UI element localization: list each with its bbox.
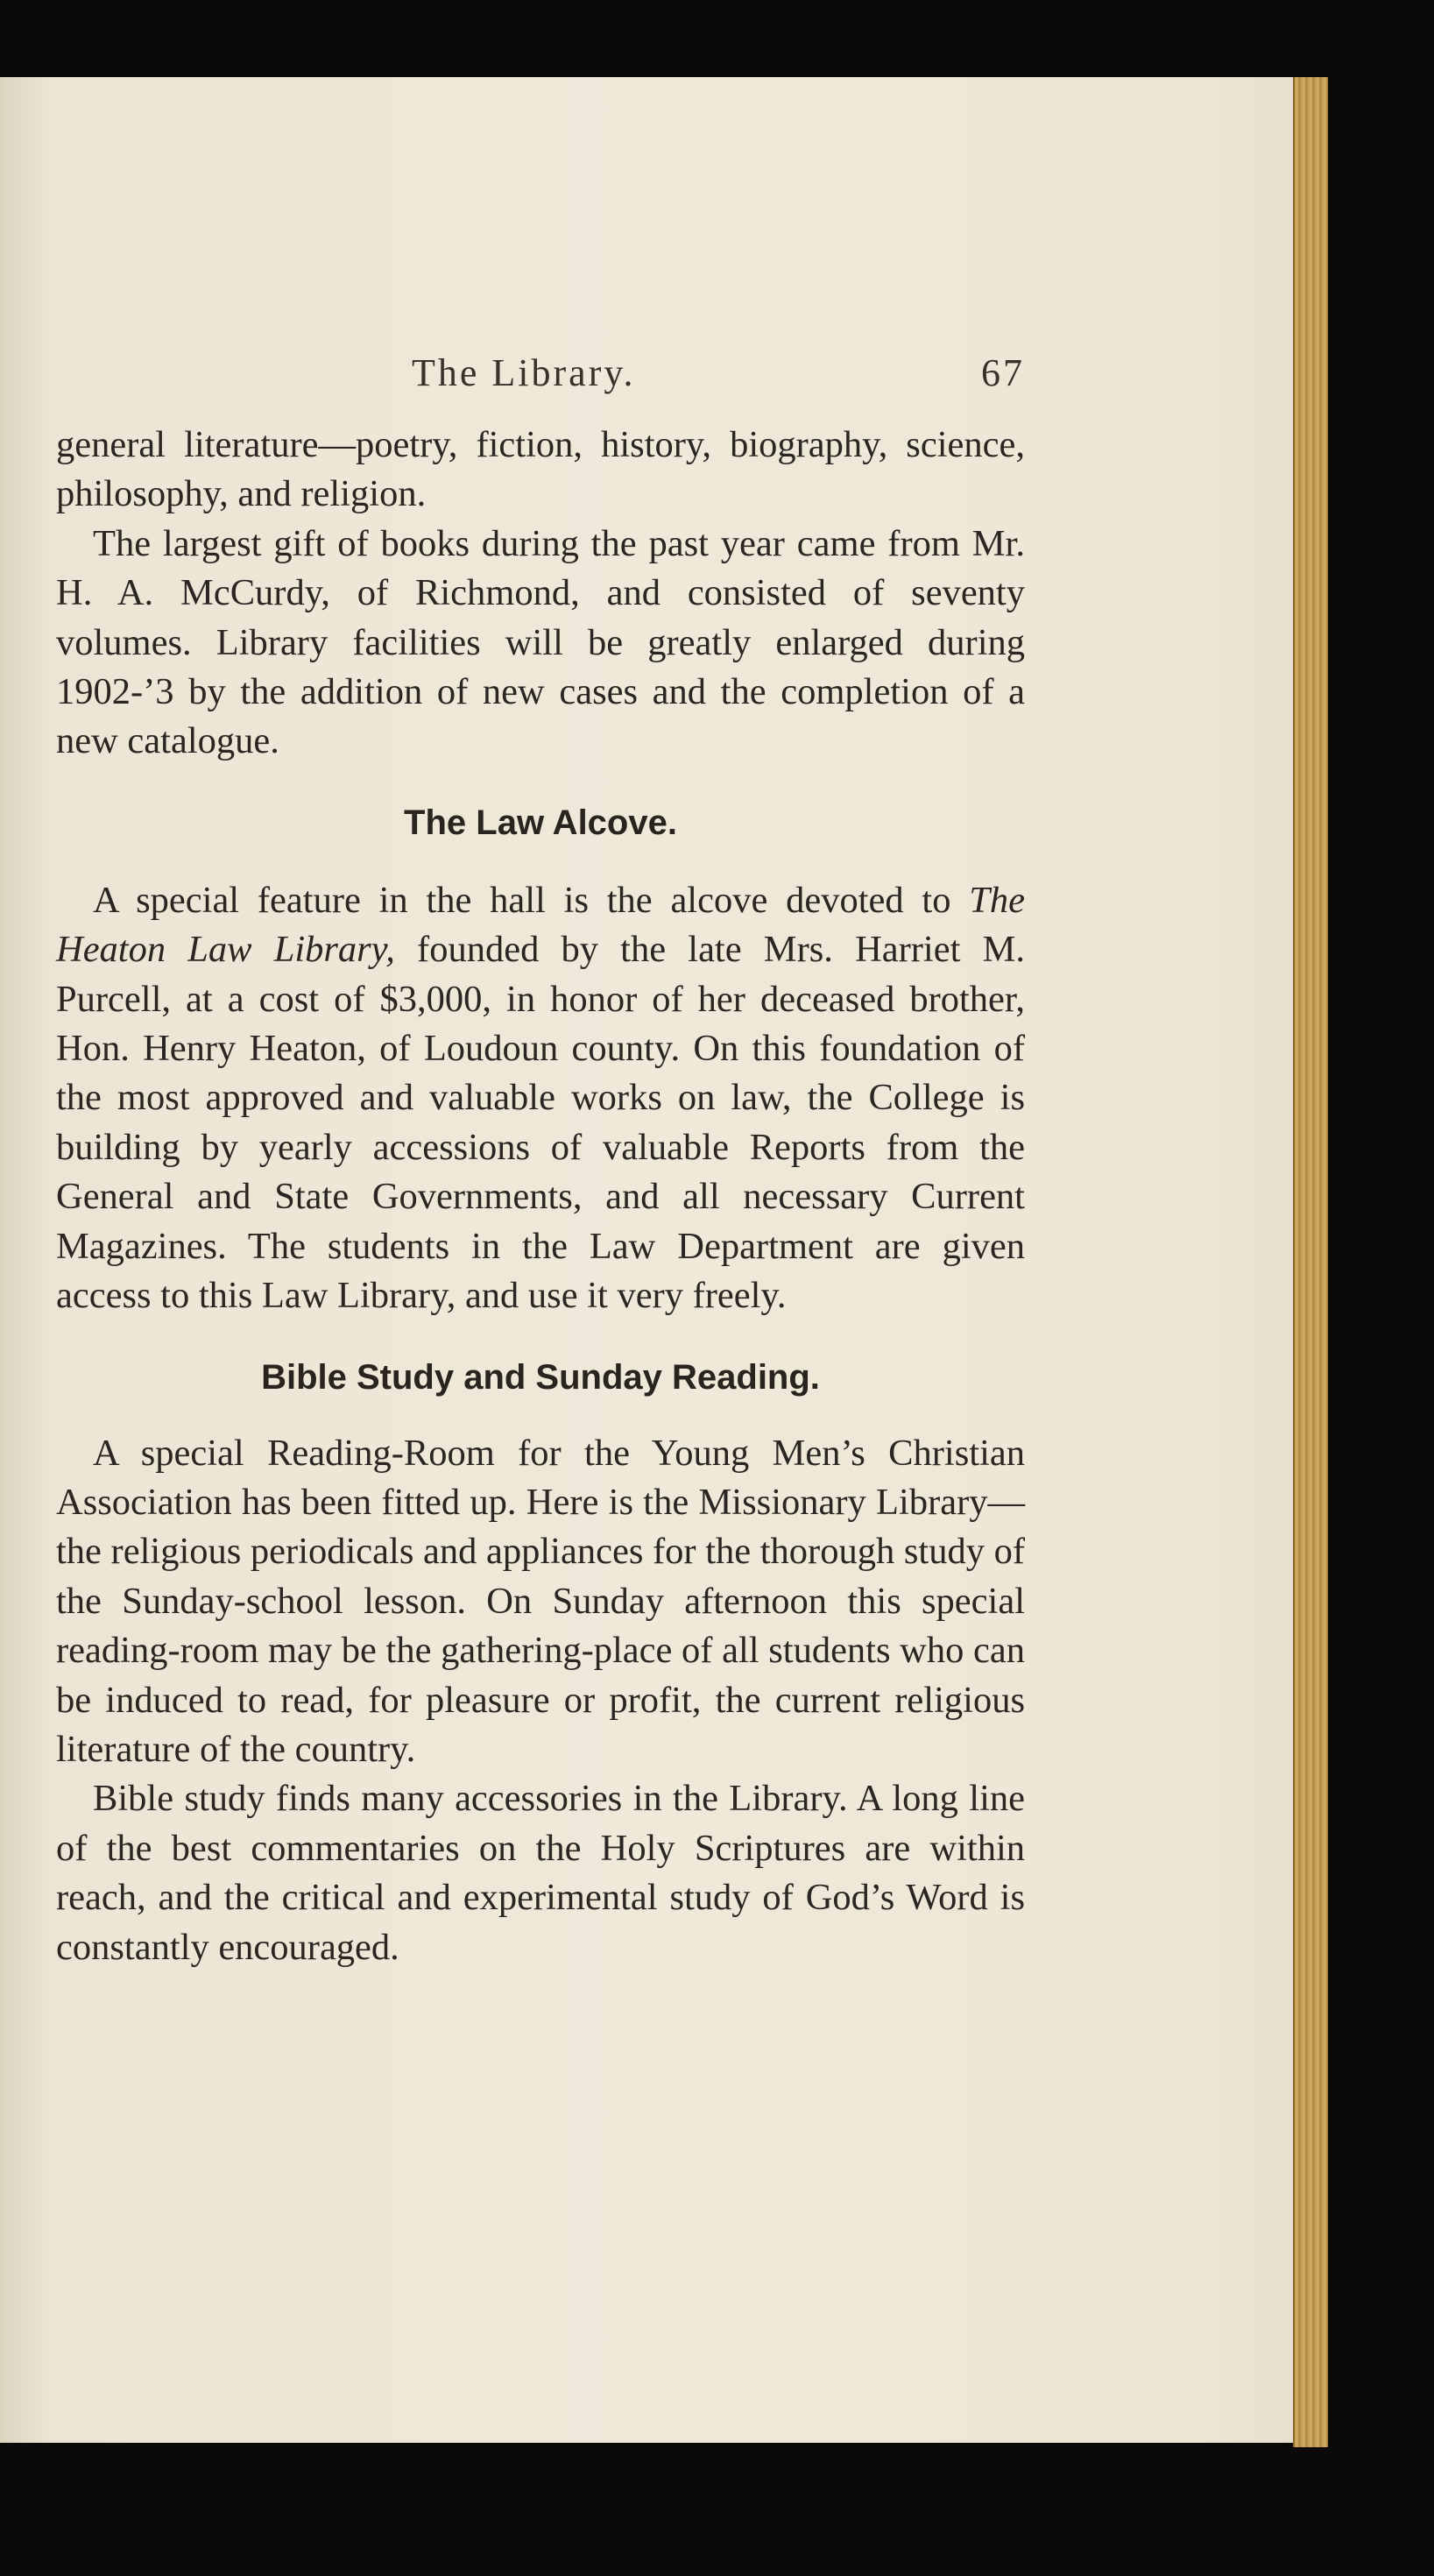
page-number: 67 [981,351,1025,394]
paragraph-reading-room: A special Reading-Room for the Young Men’s Christian Association has been fitted up. Here is the Missionary Library—the religious periodicals and appliances for the thorough study of the Sunday-school lesson. On Sunday afternoon this special reading-room may be the gathering-place of all students who can be induced to read, for pleasure or profit, the current religious literature of the country. [56,1432,1025,1770]
heading-law-alcove: The Law Alcove. [404,803,677,842]
running-head-title: The Library. [412,351,636,394]
page-fore-edge [1293,77,1328,2447]
law-alcove-text-start: A special feature in the hall is the alcove devoted to [93,879,970,921]
paragraph-largest-gift: The largest gift of books during the past year came from Mr. H. A. McCurdy, of Richmond, and consisted of seventy volumes. Library facilities will be greatly enlarged during 1902-’3 by the addition of new cases and the completion of a new catalogue. [56,522,1025,762]
heaton-law-library-title: The Heaton Law Library, [56,879,1025,971]
paragraph-bible-study: Bible study finds many accessories in the Library. A long line of the best commentaries on the Holy Scriptures are within reach, and the critical and experimental study of God’s Word is constantly encouraged. [56,1778,1025,1968]
law-alcove-text-rest: founded by the late Mrs. Harriet M. Purcell, at a cost of $3,000, in honor of her deceased brother, Hon. Henry Heaton, of Loudoun county. On this foundation of the most approved and valuable works on law, the College is building by yearly accessions of valuable Reports from the General and State Governments, and all necessary Current Magazines. The students in the Law Department are given access to this Law Library, and use it very freely. [56,929,1025,1317]
paragraph-general-literature: general literature—poetry, fiction, history, biography, science, philosophy, and religion. [56,424,1025,515]
paragraph-law-alcove [56,876,1025,1321]
page-text-block [56,350,1025,1972]
running-head [56,350,1025,403]
heading-bible-study: Bible Study and Sunday Reading. [261,1357,820,1397]
